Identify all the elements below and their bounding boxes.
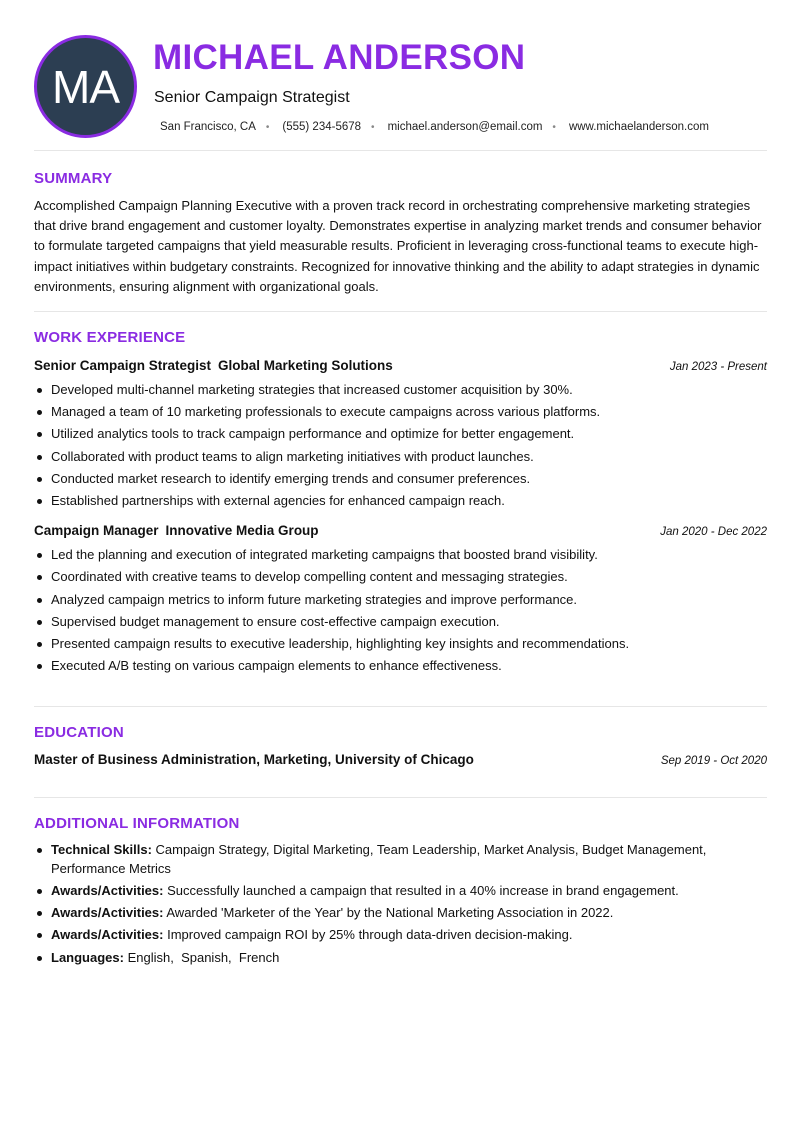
info-item-award [34,904,767,923]
job-entry [34,358,767,512]
separator-dot-icon: • [371,121,375,133]
info-label: Technical Skills: [51,842,152,857]
education-degree: Master of Business Administration, Marketing, University of Chicago [34,752,474,767]
bullet-item: Collaborated with product teams to align marketing initiatives with product launches. [34,446,767,468]
job-role: Senior Campaign Strategist [34,358,212,373]
job-header [34,358,767,373]
job-entry [34,523,767,677]
section-divider [34,311,767,312]
info-text: Awarded 'Marketer of the Year' by the National Marketing Association in 2022. [166,904,614,920]
bullet-item: Supervised budget management to ensure cost-effective campaign execution. [34,611,767,633]
section-divider [34,797,767,798]
info-item-award [34,926,767,945]
additional-info-list [34,841,767,967]
info-label: Awards/Activities: [51,927,164,943]
contact-website[interactable]: www.michaelanderson.com [568,121,709,133]
bullet-item: Developed multi-channel marketing strategies that increased customer acquisition by 30%. [34,379,767,401]
avatar [34,35,137,138]
section-heading-summary: SUMMARY [34,170,113,187]
additional-info-section [34,815,767,971]
education-entry [34,752,767,767]
summary-section [34,170,767,297]
info-text: Campaign Strategy, Digital Marketing, Team Leadership, Market Analysis, Budget Management, Performance Metrics [51,842,707,876]
summary-text: Accomplished Campaign Planning Executive with a proven track record in orchestrating comprehensive marketing strategies that drive brand engagement and customer loyalty. Demonstrates expertise in analyzing market trends and consumer behavior to formulate targeted campaigns that yield measurable results. Proficient in leveraging cross-functional teams to execute high-impact initiatives within budgetary constraints. Recognized for innovative thinking and the ability to adapt strategies in dynamic environments, ensuring alignment with organizational goals. [34,198,762,294]
education-dates: Sep 2019 - Oct 2020 [660,755,767,767]
candidate-name: MICHAEL ANDERSON [153,38,526,77]
job-bullets [34,379,767,512]
contact-bar [160,121,709,133]
experience-section [34,329,767,677]
info-text: English, Spanish, French [127,949,280,965]
section-heading-additional: ADDITIONAL INFORMATION [34,815,240,832]
info-text: Improved campaign ROI by 25% through data-driven decision-making. [167,927,573,943]
section-heading-experience: WORK EXPERIENCE [34,329,186,346]
bullet-item: Managed a team of 10 marketing professionals to execute campaigns across various platforms. [34,401,767,423]
info-item-languages [34,949,767,968]
section-divider [34,706,767,707]
info-label: Awards/Activities: [51,882,164,898]
candidate-title: Senior Campaign Strategist [154,89,350,106]
contact-location: San Francisco, CA [160,121,256,133]
job-company: Global Marketing Solutions [218,358,393,373]
job-header [34,523,767,538]
info-item-technical-skills [34,841,767,878]
info-item-award [34,882,767,901]
bullet-item: Utilized analytics tools to track campaign performance and optimize for better engagement. [34,423,767,445]
separator-dot-icon: • [265,121,270,133]
bullet-item: Led the planning and execution of integrated marketing campaigns that boosted brand visibility. [34,544,767,566]
separator-dot-icon: • [552,121,556,133]
bullet-item: Presented campaign results to executive leadership, highlighting key insights and recommendations. [34,633,767,655]
bullet-item: Conducted market research to identify emerging trends and consumer preferences. [34,468,767,490]
section-heading-education: EDUCATION [34,724,124,741]
bullet-item: Executed A/B testing on various campaign elements to enhance effectiveness. [34,655,767,677]
resume-page [34,0,767,965]
job-company: Innovative Media Group [165,523,319,539]
info-text: Successfully launched a campaign that resulted in a 40% increase in brand engagement. [167,882,679,898]
job-role: Campaign Manager [34,523,159,539]
info-label: Awards/Activities: [51,904,164,920]
avatar-initials: MA [52,60,119,113]
contact-email[interactable]: michael.anderson@email.com [387,121,543,133]
bullet-item: Established partnerships with external agencies for enhanced campaign reach. [34,490,767,512]
education-section [34,724,767,767]
resume-header [34,0,767,151]
job-dates: Jan 2020 - Dec 2022 [660,526,767,539]
bullet-item: Coordinated with creative teams to develop compelling content and messaging strategies. [34,566,767,588]
bullet-item: Analyzed campaign metrics to inform future marketing strategies and improve performance. [34,589,767,611]
info-label: Languages: [51,949,124,965]
contact-phone[interactable]: (555) 234-5678 [282,121,362,133]
job-dates: Jan 2023 - Present [669,361,767,373]
job-bullets [34,544,767,677]
